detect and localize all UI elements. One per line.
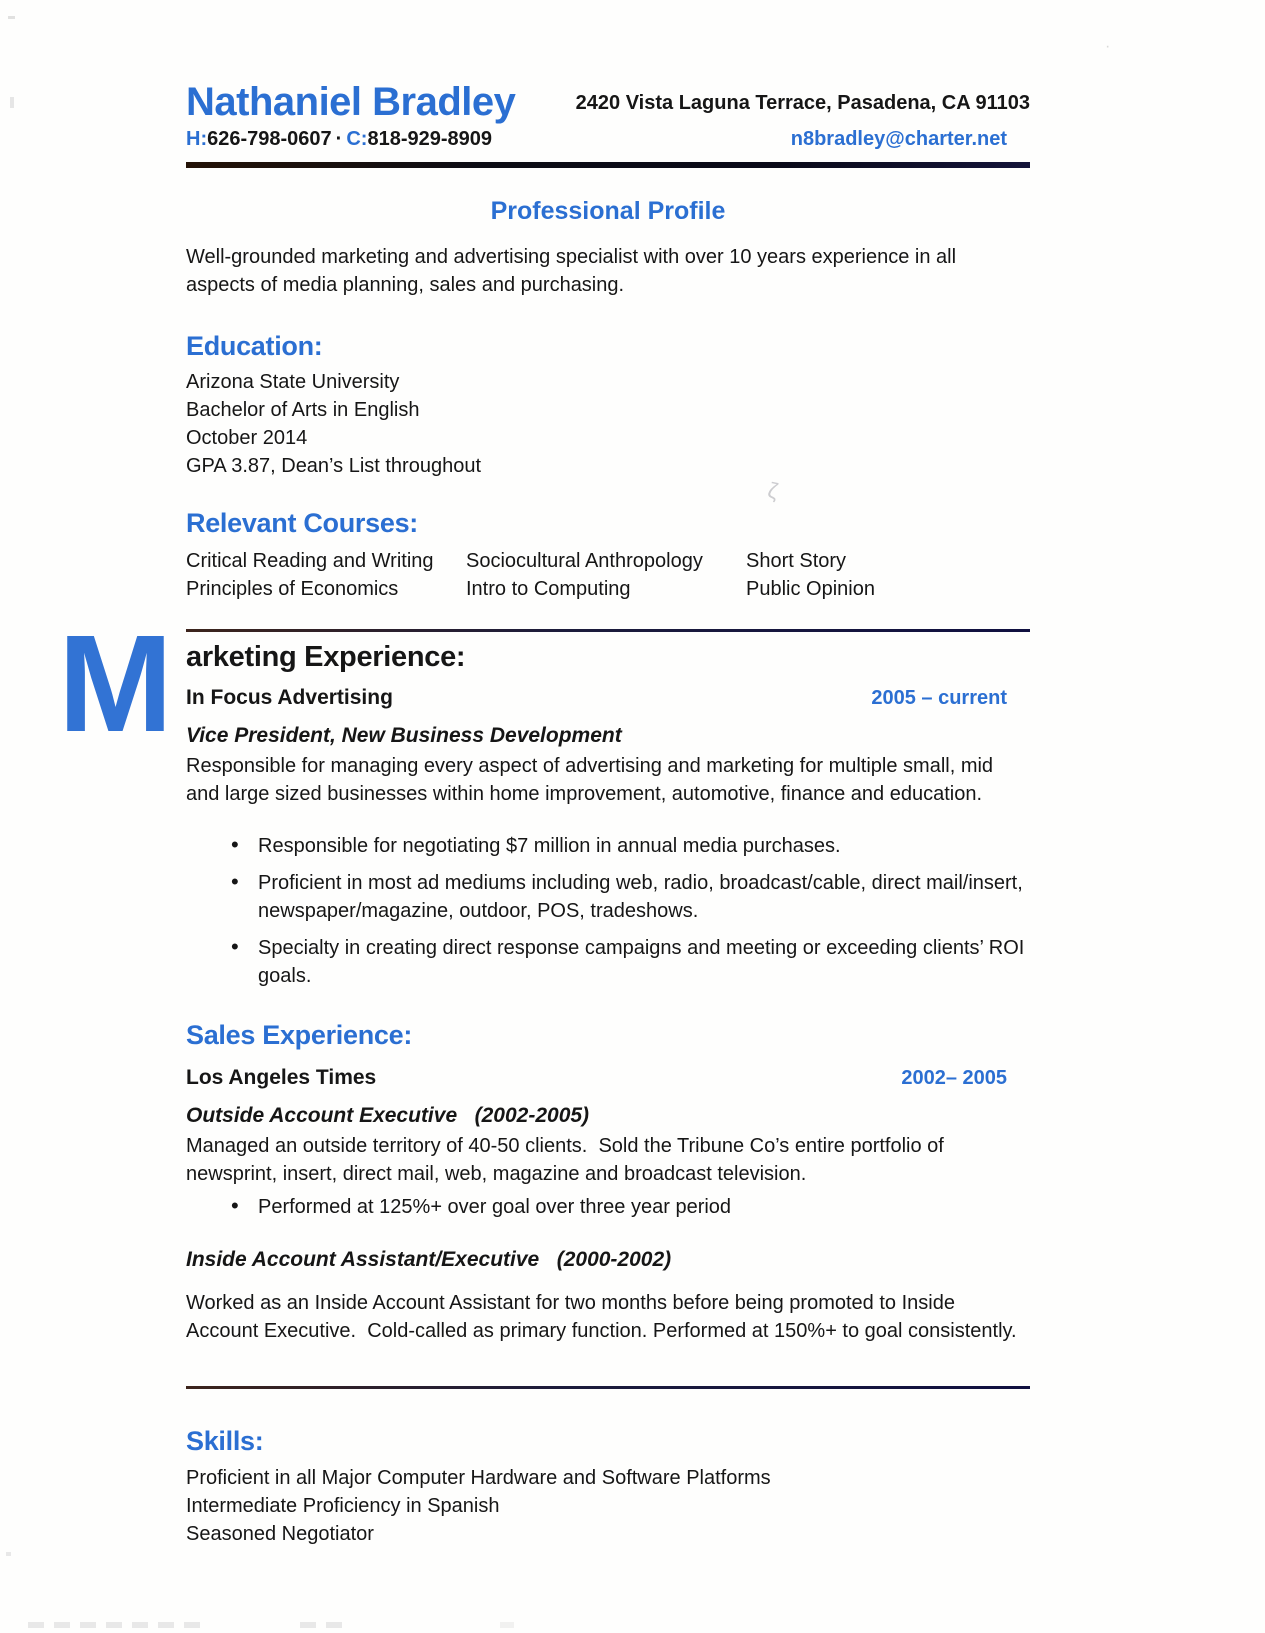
bullet-item: • Performed at 125%+ over goal over three year period bbox=[258, 1193, 1030, 1221]
course-item: Principles of Economics bbox=[186, 578, 399, 600]
course-item: Short Story bbox=[746, 550, 847, 572]
job-summary: Responsible for managing every aspect of advertising and marketing for multiple small, mid and large sized businesses within home improvement, automotive, finance and education. bbox=[186, 755, 999, 805]
scan-artifact bbox=[28, 1622, 208, 1628]
skills-details bbox=[186, 1464, 1030, 1548]
education-degree: Bachelor of Arts in English bbox=[186, 399, 420, 421]
scan-artifact bbox=[8, 16, 15, 19]
courses-grid bbox=[186, 547, 1030, 603]
education-section-title: Education: bbox=[186, 331, 323, 361]
company-name: In Focus Advertising bbox=[186, 686, 393, 709]
education-gpa: GPA 3.87, Dean’s List throughout bbox=[186, 455, 482, 477]
cell-phone: 818-929-8909 bbox=[367, 128, 493, 150]
address: 2420 Vista Laguna Terrace, Pasadena, CA 91103 bbox=[575, 92, 1030, 114]
course-item: Intro to Computing bbox=[466, 578, 631, 600]
home-phone-label: H: bbox=[186, 128, 208, 150]
job-summary: Managed an outside territory of 40-50 clients. Sold the Tribune Co’s entire portfolio of newsprint, insert, direct mail, web, magazine and broadcast television. bbox=[186, 1135, 950, 1185]
section-divider bbox=[186, 1386, 1030, 1389]
cell-phone-label: C: bbox=[346, 128, 368, 150]
phone-numbers bbox=[186, 128, 492, 151]
job-role: Outside Account Executive (2002-2005) bbox=[186, 1104, 590, 1127]
marketing-experience-section bbox=[58, 607, 1030, 990]
marketing-bullet-list bbox=[186, 832, 1030, 990]
skill-item: Seasoned Negotiator bbox=[186, 1523, 374, 1545]
sales-bullet-list bbox=[186, 1193, 1030, 1221]
company-name: Los Angeles Times bbox=[186, 1066, 377, 1089]
education-date: October 2014 bbox=[186, 427, 308, 449]
bullet-item: • Specialty in creating direct response campaigns and meeting or exceeding clients’ ROI goals. bbox=[258, 934, 1030, 990]
scan-artifact bbox=[6, 1552, 11, 1556]
skill-item: Proficient in all Major Computer Hardware and Software Platforms bbox=[186, 1467, 771, 1489]
job-summary: Worked as an Inside Account Assistant for two months before being promoted to Inside Account Executive. Cold-called as primary function. Performed at 150%+ to goal consistently. bbox=[186, 1292, 1017, 1342]
scan-artifact bbox=[10, 97, 14, 108]
courses-section-title: Relevant Courses: bbox=[186, 508, 418, 538]
course-item: Critical Reading and Writing bbox=[186, 550, 434, 572]
header bbox=[186, 80, 1030, 124]
employment-dates: 2005 – current bbox=[871, 687, 1007, 709]
education-school: Arizona State University bbox=[186, 371, 400, 393]
email-link[interactable]: n8bradley@charter.net bbox=[790, 128, 1007, 150]
contact-row bbox=[186, 128, 1030, 151]
course-item: Sociocultural Anthropology bbox=[466, 550, 703, 572]
sales-company-row bbox=[186, 1066, 1030, 1090]
profile-text: Well-grounded marketing and advertising specialist with over 10 years experience in all aspects of media planning, sales and purchasing. bbox=[186, 246, 962, 296]
scan-artifact bbox=[300, 1622, 348, 1628]
bullet-item: • Responsible for negotiating $7 million in annual media purchases. bbox=[258, 832, 1030, 860]
education-details bbox=[186, 368, 1030, 480]
resume-content bbox=[58, 80, 1030, 1548]
bullet-item: • Proficient in most ad mediums including web, radio, broadcast/cable, direct mail/insert, newspaper/magazine, outdoor, POS, tradeshows. bbox=[258, 869, 1030, 925]
sales-section-title: Sales Experience: bbox=[186, 1020, 413, 1050]
skills-section-title: Skills: bbox=[186, 1426, 264, 1456]
profile-section-title: Professional Profile bbox=[490, 197, 726, 225]
dropcap-m: M bbox=[58, 607, 173, 761]
job-role: Inside Account Assistant/Executive (2000-2002) bbox=[186, 1248, 672, 1271]
marketing-section-title: arketing Experience: bbox=[186, 641, 466, 673]
scan-artifact: ζ bbox=[765, 477, 781, 504]
course-item: Public Opinion bbox=[746, 578, 875, 600]
section-divider bbox=[186, 629, 1030, 632]
sales-experience-section bbox=[186, 1020, 1030, 1345]
marketing-company-row bbox=[186, 686, 1030, 710]
home-phone: 626-798-0607 bbox=[207, 128, 332, 150]
job-role: Vice President, New Business Development bbox=[186, 724, 622, 747]
phone-separator: · bbox=[335, 128, 343, 150]
scan-artifact bbox=[500, 1622, 514, 1628]
person-name: Nathaniel Bradley bbox=[186, 80, 516, 124]
scan-artifact: · bbox=[1105, 38, 1111, 55]
employment-dates: 2002– 2005 bbox=[901, 1067, 1007, 1089]
skill-item: Intermediate Proficiency in Spanish bbox=[186, 1495, 500, 1517]
header-rule bbox=[186, 162, 1030, 168]
